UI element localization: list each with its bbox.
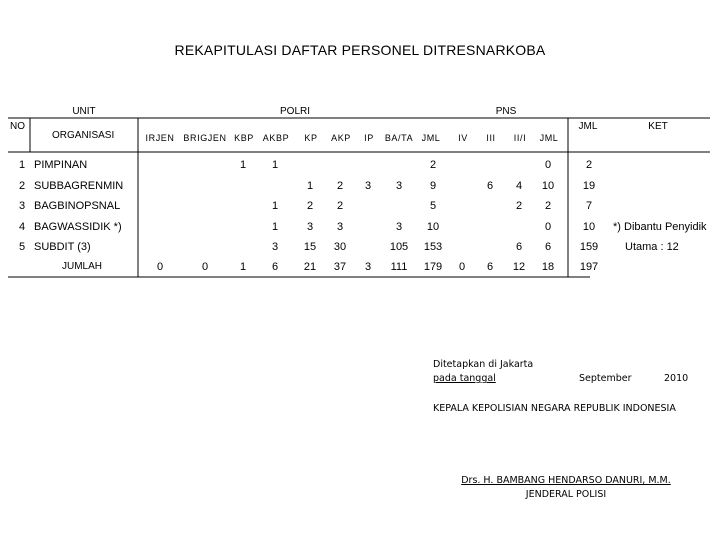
table-cell-pns-jml: 0: [544, 159, 552, 171]
table-cell-ii-i: 6: [515, 241, 523, 253]
ket-header: KET: [648, 121, 668, 132]
total-cell-polri-jml: 179: [423, 261, 443, 273]
table-cell-akp: 2: [336, 200, 344, 212]
total-cell-akbp: 6: [271, 261, 279, 273]
polri-header: POLRI: [279, 106, 311, 117]
table-row-name: PIMPINAN: [34, 159, 88, 171]
total-cell-ii-i: 12: [512, 261, 526, 273]
signature-date-line: [433, 374, 691, 384]
total-cell-akp: 37: [333, 261, 347, 273]
table-cell-polri-jml: 9: [429, 180, 437, 192]
table-cell-bata: 105: [389, 241, 409, 253]
page-title: REKAPITULASI DAFTAR PERSONEL DITRESNARKOBA: [174, 42, 546, 58]
table-row-no: 3: [19, 200, 26, 212]
table-cell-pns-jml: 2: [544, 200, 552, 212]
polri-jml-header: JML: [421, 133, 441, 143]
table-cell-kp: 1: [306, 180, 314, 192]
signature-date-year: 2010: [664, 373, 689, 384]
table-cell-bata: 3: [395, 180, 403, 192]
total-jml-header: JML: [578, 121, 598, 132]
table-cell-total: 19: [582, 180, 596, 192]
table-cell-polri-jml: 10: [426, 221, 440, 233]
table-cell-polri-jml: 2: [429, 159, 437, 171]
ii-i-header: II/I: [513, 133, 527, 143]
total-cell-iii: 6: [486, 261, 494, 273]
iv-header: IV: [458, 133, 468, 143]
table-row-name: BAGBINOPSNAL: [34, 200, 121, 212]
pns-jml-header: JML: [539, 133, 559, 143]
pns-header: PNS: [495, 106, 517, 117]
total-cell-kp: 21: [303, 261, 317, 273]
kp-header: KP: [304, 133, 318, 143]
table-cell-polri-jml: 5: [429, 200, 437, 212]
table-cell-total: 7: [585, 200, 593, 212]
total-cell-kbp: 1: [239, 261, 247, 273]
ket-note: Utama : 12: [625, 241, 679, 253]
table-cell-total: 10: [582, 221, 596, 233]
table-cell-iii: 6: [486, 180, 494, 192]
total-cell-irjen: 0: [156, 261, 164, 273]
table-row-no: 2: [19, 180, 26, 192]
bata-header: BA/TA: [384, 133, 414, 143]
ip-header: IP: [364, 133, 374, 143]
table-row-name: BAGWASSIDIK *): [34, 221, 122, 233]
signature-name: Drs. H. BAMBANG HENDARSO DANURI, M.M.: [461, 475, 671, 486]
signature-date-prefix: pada tanggal: [433, 373, 496, 384]
organisasi-header: ORGANISASI: [52, 130, 115, 141]
table-cell-kp: 2: [306, 200, 314, 212]
irjen-header: IRJEN: [145, 133, 175, 143]
signature-date-month: September: [579, 373, 632, 384]
table-row-no: 5: [19, 241, 26, 253]
total-cell-ip: 3: [364, 261, 372, 273]
table-cell-pns-jml: 10: [541, 180, 555, 192]
table-row-no: 4: [19, 221, 26, 233]
jumlah-label: JUMLAH: [62, 261, 103, 272]
table-cell-kp: 15: [303, 241, 317, 253]
table-cell-pns-jml: 6: [544, 241, 552, 253]
iii-header: III: [486, 133, 496, 143]
table-cell-akp: 3: [336, 221, 344, 233]
total-cell-bata: 111: [390, 261, 408, 273]
signature-place: Ditetapkan di Jakarta: [433, 359, 534, 370]
signature-rank: JENDERAL POLISI: [525, 489, 607, 500]
kbp-header: KBP: [234, 133, 254, 143]
table-cell-akbp: 1: [271, 159, 279, 171]
total-cell-total: 197: [579, 261, 599, 273]
table-row-name: SUBDIT (3): [34, 241, 91, 253]
table-cell-kbp: 1: [239, 159, 247, 171]
total-cell-pns-jml: 18: [541, 261, 555, 273]
table-cell-bata: 3: [395, 221, 403, 233]
table-cell-akbp: 3: [271, 241, 279, 253]
total-cell-iv: 0: [458, 261, 466, 273]
total-cell-brigjen: 0: [201, 261, 209, 273]
table-cell-total: 2: [585, 159, 593, 171]
ket-note: *) Dibantu Penyidik: [613, 221, 707, 233]
table-cell-polri-jml: 153: [423, 241, 443, 253]
table-cell-akbp: 1: [271, 221, 279, 233]
akp-header: AKP: [331, 133, 351, 143]
table-cell-total: 159: [579, 241, 599, 253]
table-cell-ip: 3: [364, 180, 372, 192]
unit-header: UNIT: [72, 106, 96, 117]
no-header: NO: [10, 121, 25, 132]
table-cell-akp: 30: [333, 241, 347, 253]
table-cell-kp: 3: [306, 221, 314, 233]
signature-position: KEPALA KEPOLISIAN NEGARA REPUBLIK INDONESIA: [433, 403, 676, 414]
table-cell-ii-i: 4: [515, 180, 523, 192]
table-row-name: SUBBAGRENMIN: [34, 180, 124, 192]
brigjen-header: BRIGJEN: [183, 133, 227, 143]
akbp-header: AKBP: [262, 133, 290, 143]
table-row-no: 1: [19, 159, 26, 171]
table-cell-pns-jml: 0: [544, 221, 552, 233]
table-cell-ii-i: 2: [515, 200, 523, 212]
table-cell-akp: 2: [336, 180, 344, 192]
table-cell-akbp: 1: [271, 200, 279, 212]
